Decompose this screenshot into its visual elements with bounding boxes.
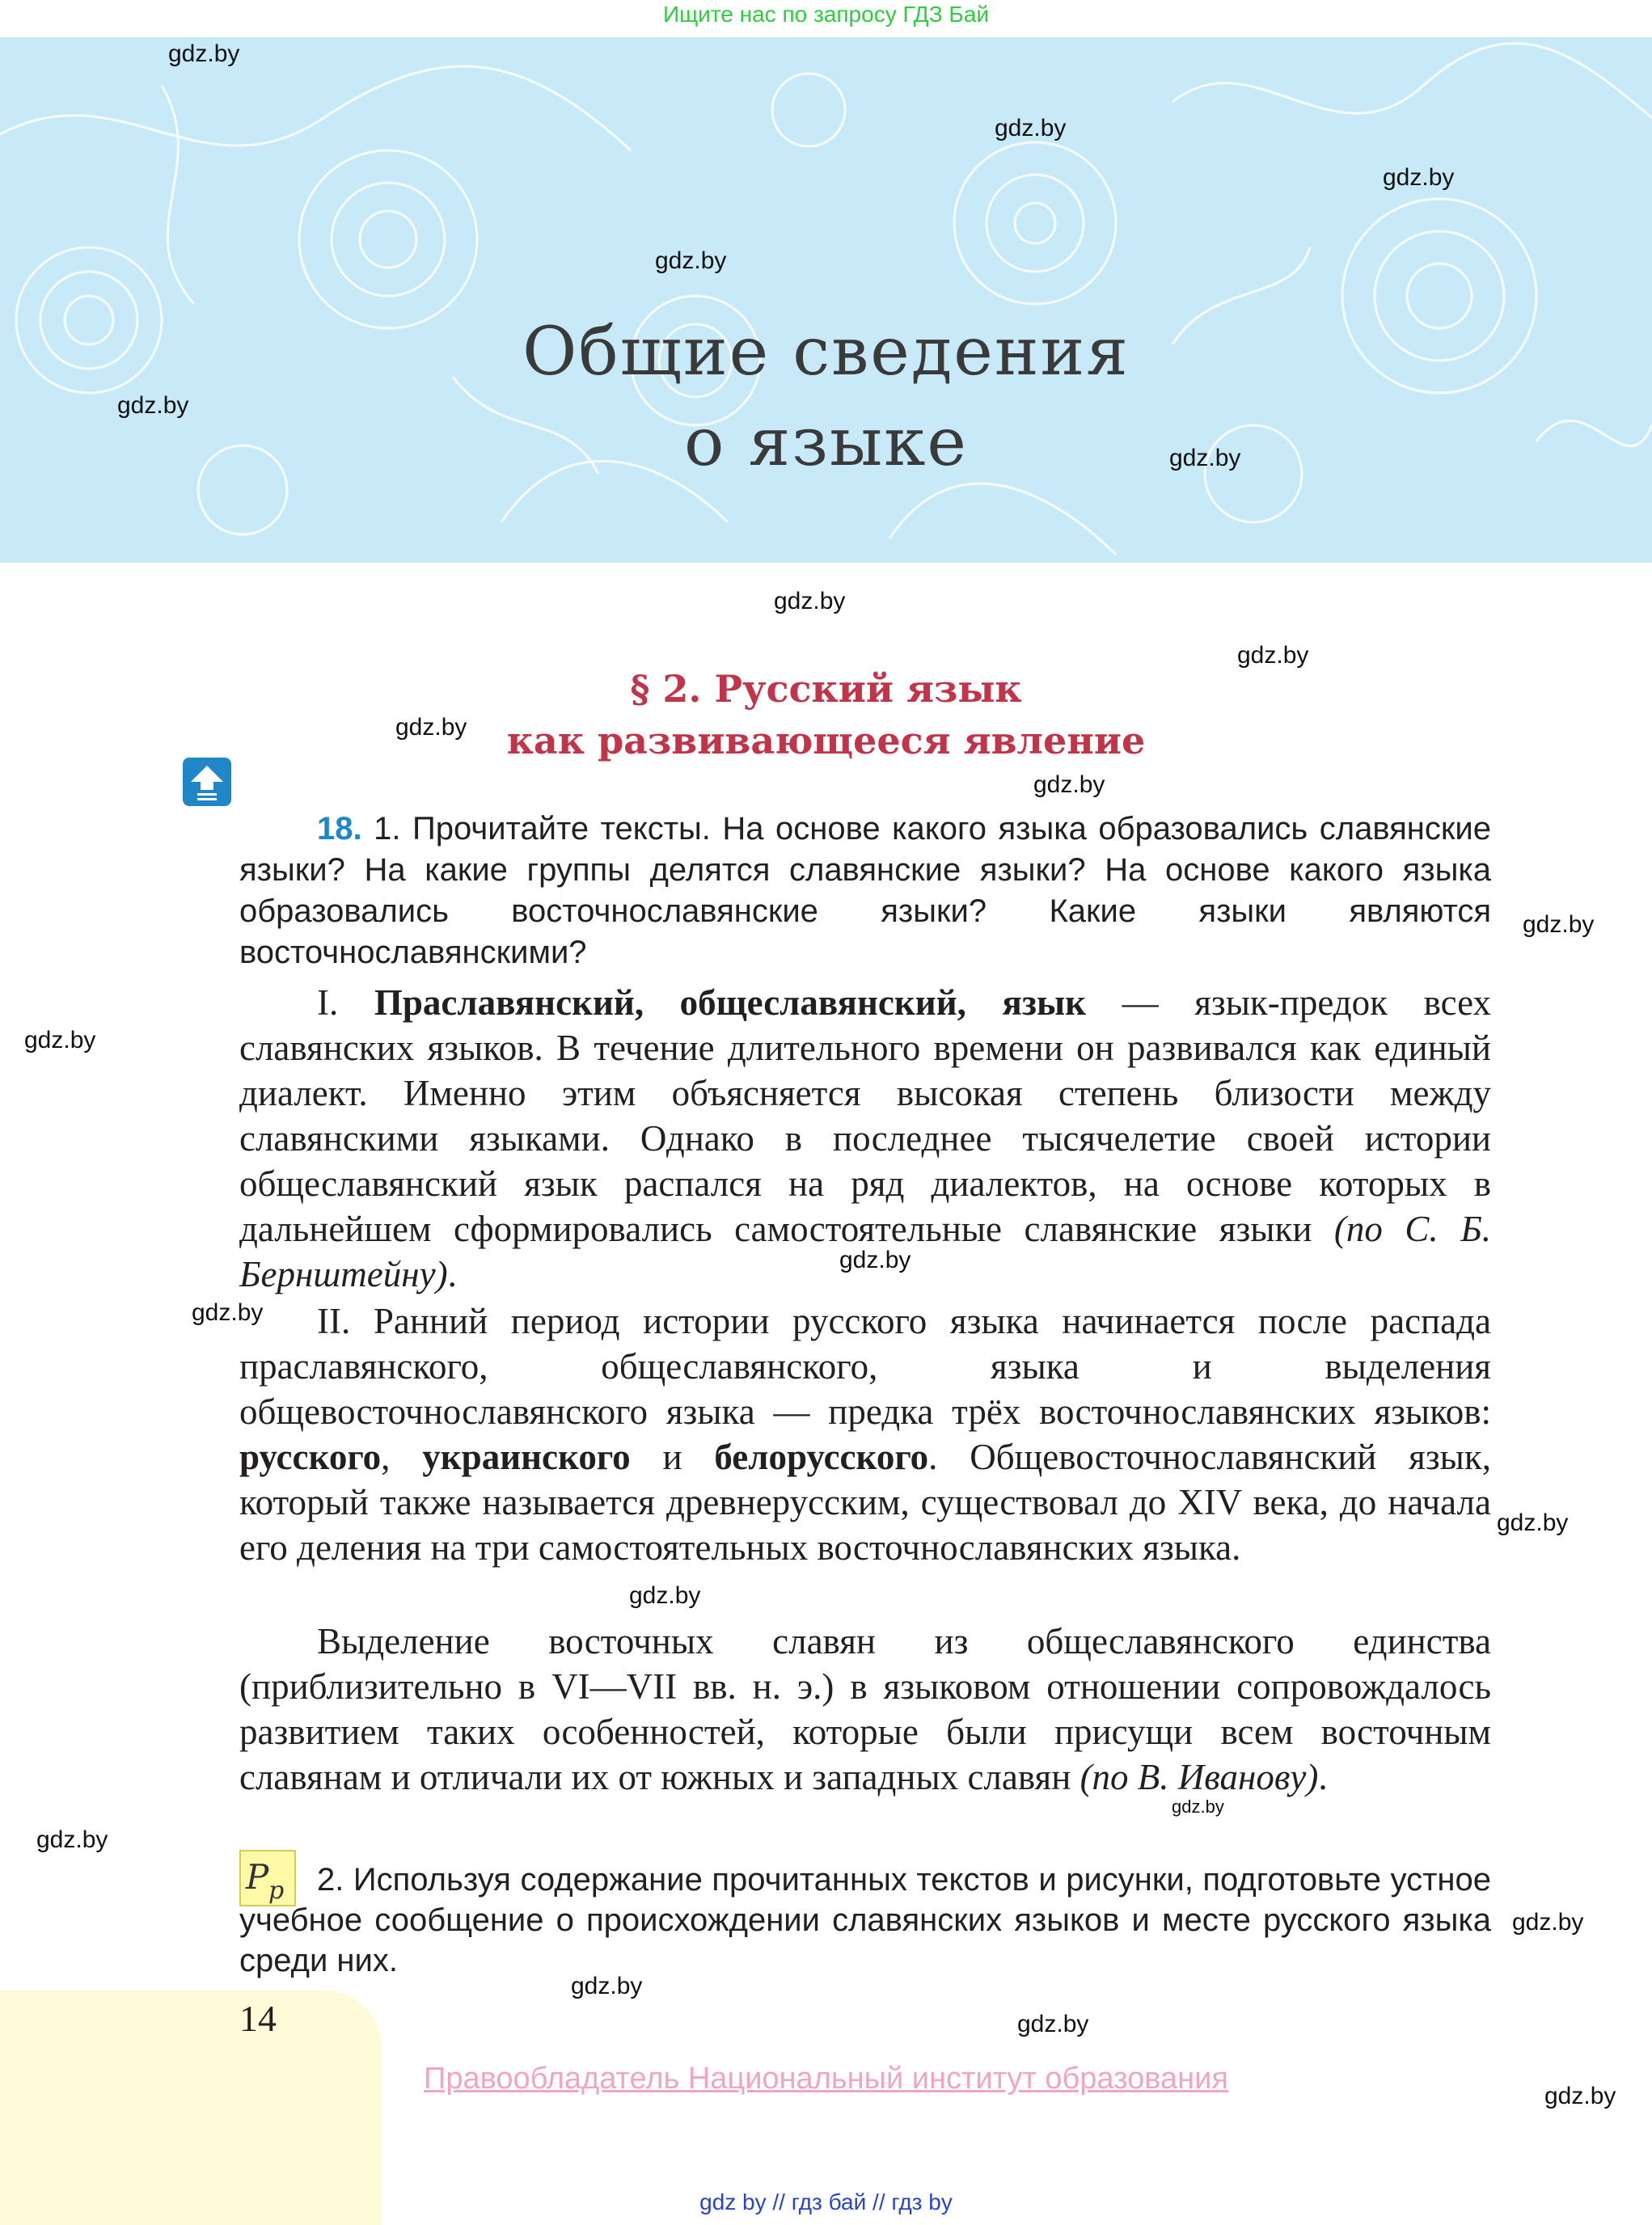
watermark: gdz.by <box>1237 642 1309 669</box>
watermark: gdz.by <box>24 1027 96 1053</box>
up-arrow-icon[interactable] <box>183 758 231 806</box>
watermark: gdz.by <box>36 1826 108 1853</box>
text-1-end: . <box>447 1254 457 1294</box>
text-1-source: (по С. Б. Бернштейну) <box>239 1209 1491 1294</box>
text-2-end: . Общевосточнославянский язык, который также называется древнерусским, существовал до XIV века, до начала его деления на три самостоятельных восточнославянских языка. <box>239 1437 1492 1568</box>
search-hint-link[interactable]: Ищите нас по запросу ГДЗ Бай <box>662 2 990 27</box>
section-title-line1: § 2. Русский язык <box>630 667 1022 711</box>
copyright-link[interactable]: Правообладатель Национальный институт образования <box>424 2062 1228 2096</box>
text-2-start: II. Ранний период истории русского языка начинается после распада праславянского, общеславянского, языка и выделения общевосточнославянского языка — предка трёх восточнославянских языков: <box>239 1301 1491 1432</box>
watermark: gdz.by <box>192 1299 264 1326</box>
chapter-title-line1: Общие сведения <box>522 314 1130 391</box>
watermark: gdz.by <box>1033 771 1105 798</box>
task-18-text: 1. Прочитайте тексты. На основе какого языка образовались славянские языки? На какие группы делятся славянские языки? На основе какого языка образовались восточнославянские языки? Какие языки являются восточнославянскими? <box>239 811 1491 970</box>
section-title <box>0 663 1652 766</box>
language-ukrainian: украинского <box>422 1437 631 1477</box>
task-number: 18. <box>317 811 362 847</box>
svg-text:P: P <box>246 1857 269 1897</box>
watermark: gdz.by <box>117 392 189 419</box>
watermark: gdz.by <box>839 1247 911 1273</box>
watermark: gdz.by <box>168 40 240 67</box>
svg-text:p: p <box>268 1877 285 1905</box>
separator: , <box>381 1437 423 1477</box>
watermark: gdz.by <box>1169 445 1241 471</box>
language-russian: русского <box>239 1437 382 1477</box>
text-2-paragraph-2 <box>239 1619 1491 1800</box>
bottom-links[interactable]: gdz by // гдз бай // гдз by <box>699 2189 953 2214</box>
text-1-body: — язык-предок всех славянских языков. В течение длительного времени он развивался как единый диалект. Именно этим объясняется высокая степень близости между славянскими языками. Однако в последнее тысячелетие своей истории общеславянский язык распался на ряд диалектов, на основе которых в дальнейшем сформировались самостоятельные славянские языки <box>239 982 1491 1249</box>
text-2-p2-start: Выделение восточных славян из общеславянского единства (приблизительно в VI—VII вв. н. э.) в языковом отношении сопровождалось развитием таких особенностей, которые были присущи всем восточным славянам и отличали их от южных и западных славян <box>239 1621 1491 1797</box>
watermark: gdz.by <box>1017 2011 1089 2037</box>
watermark: gdz.by <box>1523 911 1595 938</box>
watermark: gdz.by <box>1544 2083 1616 2109</box>
text-2-source: (по В. Иванову) <box>1080 1757 1319 1797</box>
text-1-prefix: I. <box>317 982 374 1023</box>
watermark: gdz.by <box>395 714 467 741</box>
up-arrow-icon-glyph <box>183 758 231 806</box>
watermark: gdz.by <box>1497 1509 1569 1536</box>
task-18-part-2: 2. Используя содержание прочитанных текстов и рисунки, подготовьте устное учебное сообщение о происхождении славянских языков и месте русского языка среди них. <box>239 1862 1491 1978</box>
text-2-paragraph-1 <box>239 1298 1491 1570</box>
watermark: gdz.by <box>774 588 846 614</box>
watermark: gdz.by <box>655 247 727 274</box>
watermark: gdz.by <box>1172 1796 1224 1817</box>
text-1-paragraph <box>239 980 1491 1297</box>
watermark: gdz.by <box>1512 1909 1584 1936</box>
watermark: gdz.by <box>995 115 1067 141</box>
task-18-instruction <box>239 809 1491 973</box>
watermark: gdz.by <box>1383 164 1455 191</box>
text-2-p2-end: . <box>1318 1757 1328 1797</box>
chapter-title <box>0 307 1652 488</box>
page-number: 14 <box>239 1998 277 2039</box>
language-belarusian: белорусского <box>714 1437 929 1477</box>
section-title-line2: как развивающееся явление <box>506 719 1146 762</box>
text-1-term: Праславянский, общеславянский, язык <box>374 982 1087 1023</box>
watermark: gdz.by <box>571 1973 643 1999</box>
separator: и <box>630 1437 715 1477</box>
chapter-title-line2: о языке <box>684 404 968 481</box>
watermark: gdz.by <box>629 1582 701 1609</box>
